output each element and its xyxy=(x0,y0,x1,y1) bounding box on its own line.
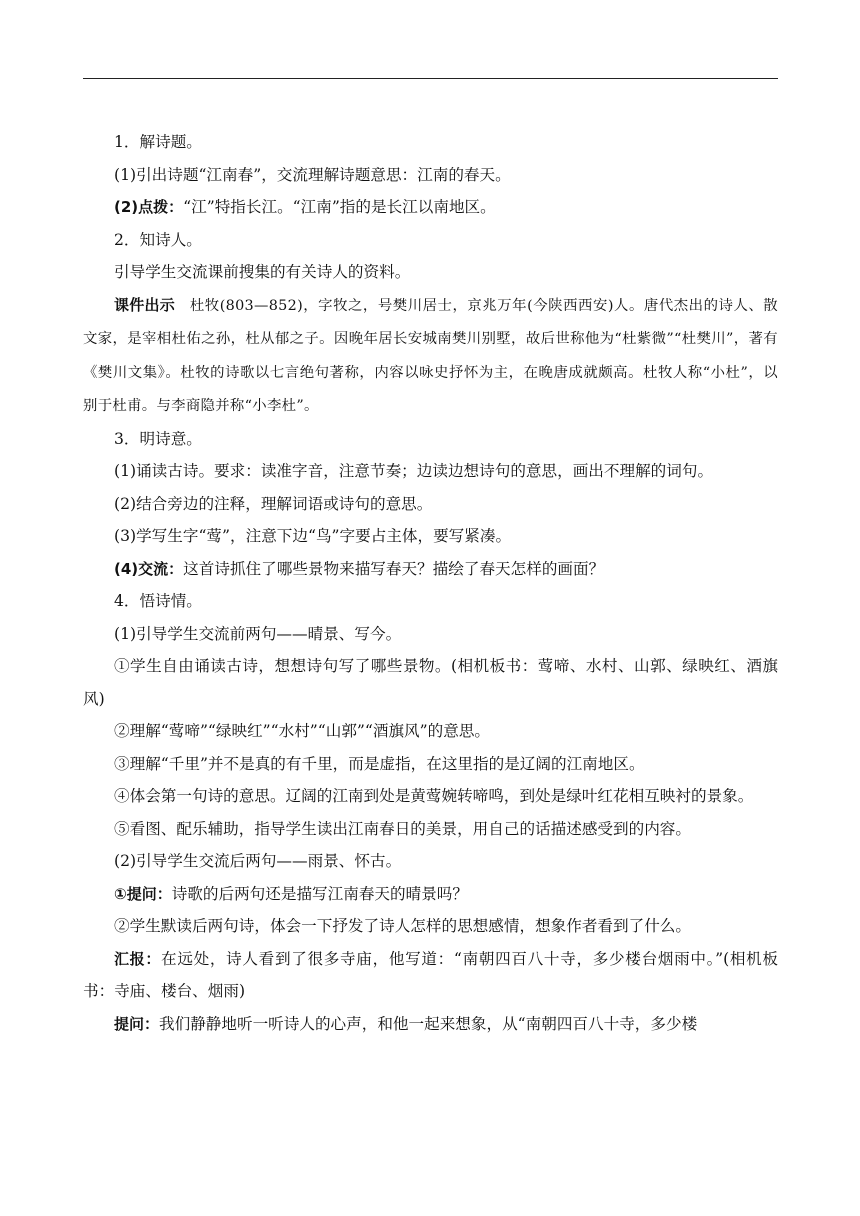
paragraph: (3)学写生字“莺”，注意下边“鸟”字要占主体，要写紧凑。 xyxy=(114,527,512,545)
paragraph: ②学生默读后两句诗，体会一下抒发了诗人怎样的思想感情，想象作者看到了什么。 xyxy=(114,917,691,935)
bold-label: (4)交流： xyxy=(114,559,184,578)
document-body xyxy=(83,126,778,1040)
paragraph: (1)引导学生交流前两句——晴景、写今。 xyxy=(114,624,402,643)
paragraph: (1)引出诗题“江南春”，交流理解诗题意思：江南的春天。 xyxy=(114,165,511,184)
paragraph: (2)结合旁边的注释，理解词语或诗句的意思。 xyxy=(114,494,433,513)
paragraph: (1)诵读古诗。要求：读准字音，注意节奏；边读边想诗句的意思，画出不理解的词句。 xyxy=(114,462,714,480)
paragraph: ⑤看图、配乐辅助，指导学生读出江南春日的美景，用自己的话描述感受到的内容。 xyxy=(114,819,691,838)
paragraph: 2．知诗人。 xyxy=(114,230,202,249)
paragraph: (4)交流：这首诗抓住了哪些景物来描写春天？描绘了春天怎样的画面？ xyxy=(114,559,605,578)
paragraph: ③理解“千里”并不是真的有千里，而是虚指，在这里指的是辽阔的江南地区。 xyxy=(114,754,645,773)
paragraph: 1．解诗题。 xyxy=(114,133,202,151)
paragraph: 引导学生交流课前搜集的有关诗人的资料。 xyxy=(114,263,411,281)
paragraph: 提问：我们静静地听一听诗人的心声，和他一起来想象，从“南朝四百八十寺，多少楼 xyxy=(114,1014,698,1033)
paragraph: ①提问：诗歌的后两句还是描写江南春天的晴景吗？ xyxy=(114,884,468,903)
header-rule xyxy=(83,78,778,79)
paragraph: 课件出示 杜牧(803—852)，字牧之，号樊川居士，京兆万年(今陕西西安)人。唐代杰出的诗人、散文家，是宰相杜佑之孙，杜从郁之子。因晚年居长安城南樊川别墅，故后世称他为“杜紫微”“杜樊川”，著有《樊川文集》。杜牧的诗歌以七言绝句著称，内容以咏史抒怀为主，在晚唐成就颇高。杜牧人称“小杜”，以别于杜甫。与李商隐并称“小李杜”。 xyxy=(83,295,778,414)
paragraph: ①学生自由诵读古诗，想想诗句写了哪些景物。(相机板书：莺啼、水村、山郭、绿映红、酒旗风) xyxy=(83,657,778,708)
paragraph: (2)引导学生交流后两句——雨景、怀古。 xyxy=(114,852,402,870)
bold-label: ①提问： xyxy=(114,884,172,903)
paragraph: ④体会第一句诗的意思。辽阔的江南到处是黄莺婉转啼鸣，到处是绿叶红花相互映衬的景象。 xyxy=(114,787,754,805)
paragraph: 4．悟诗情。 xyxy=(114,592,202,610)
paragraph: 汇报：在远处，诗人看到了很多寺庙，他写道：“南朝四百八十寺，多少楼台烟雨中。”(相机板书：寺庙、楼台、烟雨) xyxy=(83,949,778,1000)
bold-label: (2)点拨： xyxy=(114,198,184,216)
paragraph: (2)点拨：“江”特指长江。“江南”指的是长江以南地区。 xyxy=(114,198,496,216)
bold-label: 汇报： xyxy=(114,949,162,968)
bold-label: 课件出示 xyxy=(114,295,175,314)
bold-label: 提问： xyxy=(114,1014,160,1033)
paragraph: ②理解“莺啼”“绿映红”“水村”“山郭”“酒旗风”的意思。 xyxy=(114,722,491,740)
paragraph: 3．明诗意。 xyxy=(114,429,202,448)
